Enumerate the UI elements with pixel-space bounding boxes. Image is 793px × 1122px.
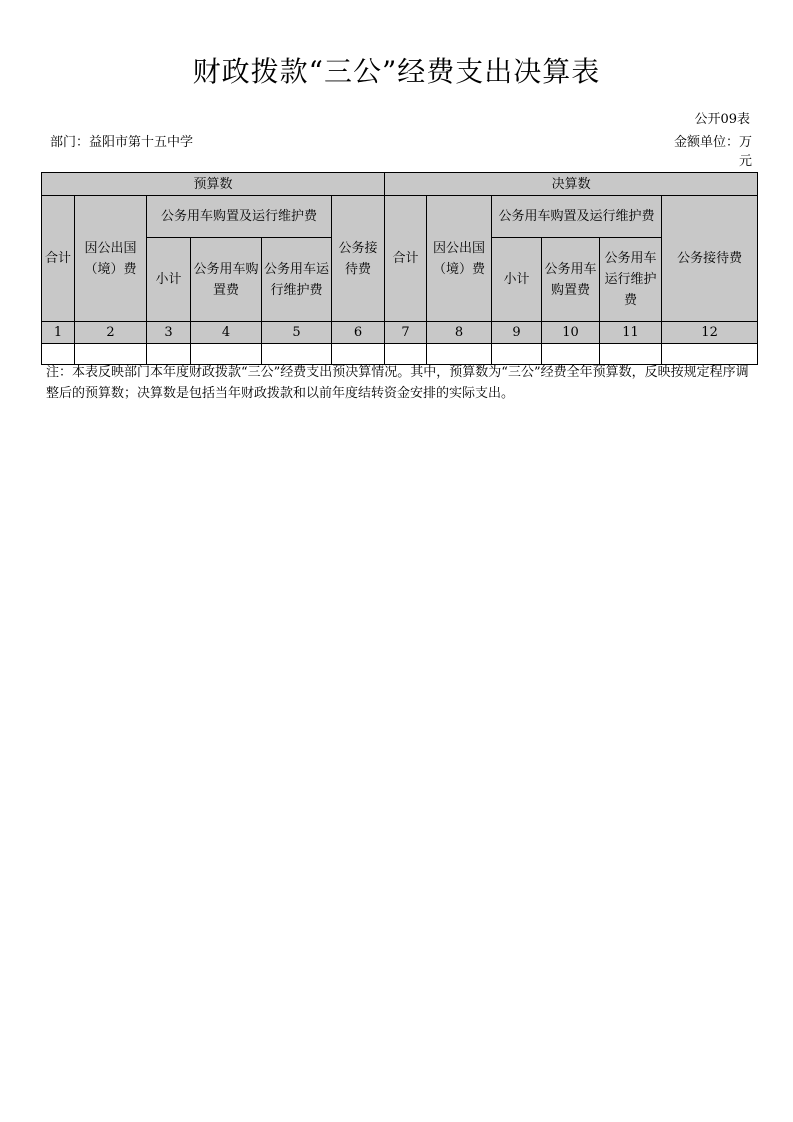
col-number: 10 (542, 322, 600, 344)
final-header: 决算数 (385, 173, 758, 196)
budget-abroad-header: 因公出国（境）费 (75, 196, 147, 322)
form-number: 公开09表 (694, 112, 750, 127)
footnote: 注：本表反映部门本年度财政拨款“三公”经费支出预决算情况。其中，预算数为“三公”经费全年预算数，反映按规定程序调整后的预算数；决算数是包括当年财政拨款和以前年度结转资金安排的实际支出。 (46, 365, 749, 401)
budget-vehicle-operation-header: 公务用车运行维护费 (262, 238, 332, 322)
final-vehicle-purchase-header: 公务用车购置费 (542, 238, 600, 322)
budget-total-header: 合计 (42, 196, 75, 322)
budget-vehicle-group-header: 公务用车购置及运行维护费 (147, 196, 332, 238)
final-total-header: 合计 (385, 196, 427, 322)
budget-header: 预算数 (42, 173, 385, 196)
col-number: 8 (427, 322, 492, 344)
col-number: 12 (662, 322, 758, 344)
budget-vehicle-purchase-header: 公务用车购置费 (191, 238, 262, 322)
budget-subtotal-header: 小计 (147, 238, 191, 322)
final-vehicle-group-header: 公务用车购置及运行维护费 (492, 196, 662, 238)
final-subtotal-header: 小计 (492, 238, 542, 322)
col-number: 3 (147, 322, 191, 344)
expenditure-table (41, 172, 758, 365)
col-number: 5 (262, 322, 332, 344)
department-label: 部门：益阳市第十五中学 (50, 135, 194, 150)
col-number: 9 (492, 322, 542, 344)
col-number: 4 (191, 322, 262, 344)
page-title: 财政拨款“三公”经费支出决算表 (192, 55, 601, 88)
final-vehicle-operation-header: 公务用车运行维护费 (600, 238, 662, 322)
amount-unit-label: 金额单位：万元 (673, 135, 752, 169)
final-reception-header: 公务接待费 (662, 196, 758, 322)
col-number: 1 (42, 322, 75, 344)
budget-reception-header: 公务接待费 (332, 196, 385, 322)
col-number: 11 (600, 322, 662, 344)
col-number: 2 (75, 322, 147, 344)
final-abroad-header: 因公出国（境）费 (427, 196, 492, 322)
col-number: 6 (332, 322, 385, 344)
col-number: 7 (385, 322, 427, 344)
